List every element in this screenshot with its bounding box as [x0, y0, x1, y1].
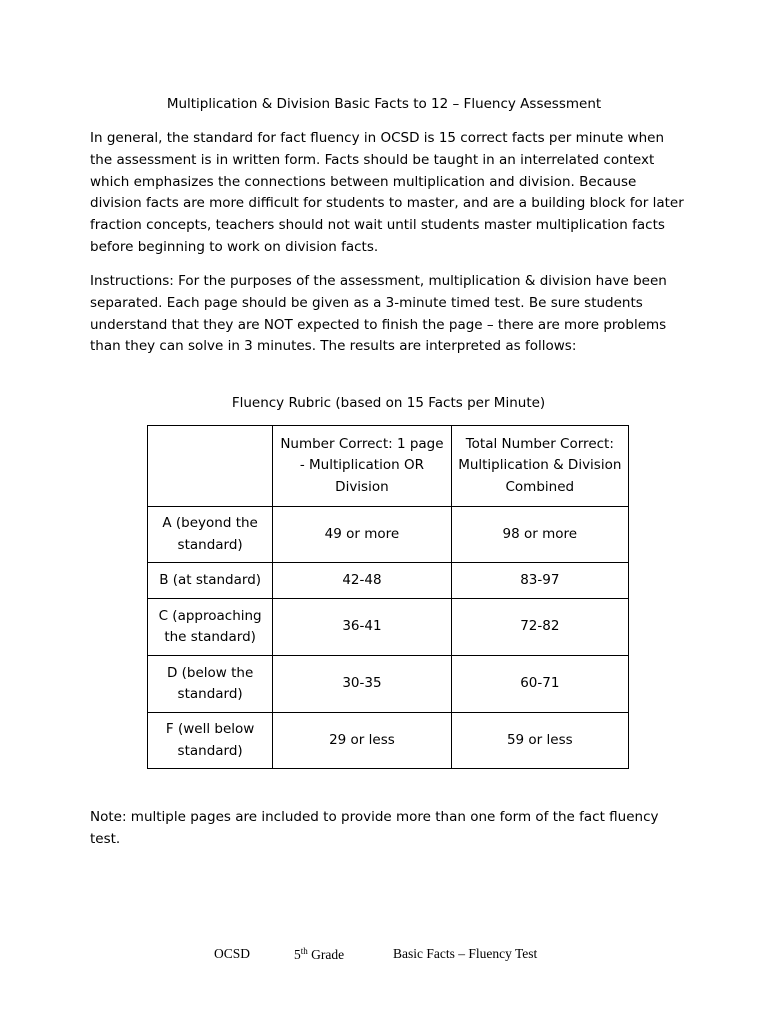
table-row [148, 713, 629, 769]
footer-grade [294, 946, 344, 963]
table-row [148, 563, 629, 599]
table-cell: 42-48 [273, 563, 451, 599]
paragraph-standard: In general, the standard for fact fluency in OCSD is 15 correct facts per minute when the assessment is in written form. Facts should be taught in an interrelated context which emphasizes the connections between multiplication and division. Because division facts are more difficult for students to master, and are a building block for later fraction concepts, teachers should not wait until students master multiplication facts before beginning to work on division facts. [90, 130, 684, 255]
table-cell: 59 or less [451, 713, 628, 769]
note-paragraph: Note: multiple pages are included to provide more than one form of the fact fluency test. [90, 809, 659, 847]
table-cell: 30-35 [273, 656, 451, 713]
table-cell: 36-41 [273, 599, 451, 656]
table-header-row [148, 426, 629, 507]
footer-grade-suffix: th [300, 946, 308, 956]
table-cell-level: A (beyond the standard) [148, 507, 273, 563]
table-cell: 98 or more [451, 507, 628, 563]
table-cell: 72-82 [451, 599, 628, 656]
table-cell-level: D (below the standard) [148, 656, 273, 713]
table-cell-level: B (at standard) [148, 563, 273, 599]
footer-org: OCSD [214, 946, 251, 961]
footer-grade-word: Grade [311, 947, 345, 962]
table-cell: 60-71 [451, 656, 628, 713]
table-caption: Fluency Rubric (based on 15 Facts per Minute) [231, 395, 546, 411]
footer-test-name: Basic Facts – Fluency Test [393, 946, 538, 961]
footer-grade-number: 5 [294, 947, 301, 962]
table-cell-level: F (well below standard) [148, 713, 273, 769]
table-header-cell: Total Number Correct: Multiplication & Division Combined [451, 426, 628, 507]
table-row [148, 656, 629, 713]
table-row [148, 507, 629, 563]
table-row [148, 599, 629, 656]
table-header-cell: Number Correct: 1 page - Multiplication OR Division [273, 426, 451, 507]
page-footer [0, 946, 768, 966]
table-cell-level: C (approaching the standard) [148, 599, 273, 656]
table-header-cell [148, 426, 273, 507]
paragraph-instructions: Instructions: For the purposes of the assessment, multiplication & division have been separated. Each page should be given as a 3-minute timed test. Be sure students understand that they are NOT expected to finish the page – there are more problems than they can solve in 3 minutes. The results are interpreted as follows: [90, 273, 667, 355]
table-cell: 29 or less [273, 713, 451, 769]
table-cell: 49 or more [273, 507, 451, 563]
table-cell: 83-97 [451, 563, 628, 599]
fluency-rubric-table [147, 425, 629, 769]
document-title: Multiplication & Division Basic Facts to 12 – Fluency Assessment [166, 96, 602, 112]
